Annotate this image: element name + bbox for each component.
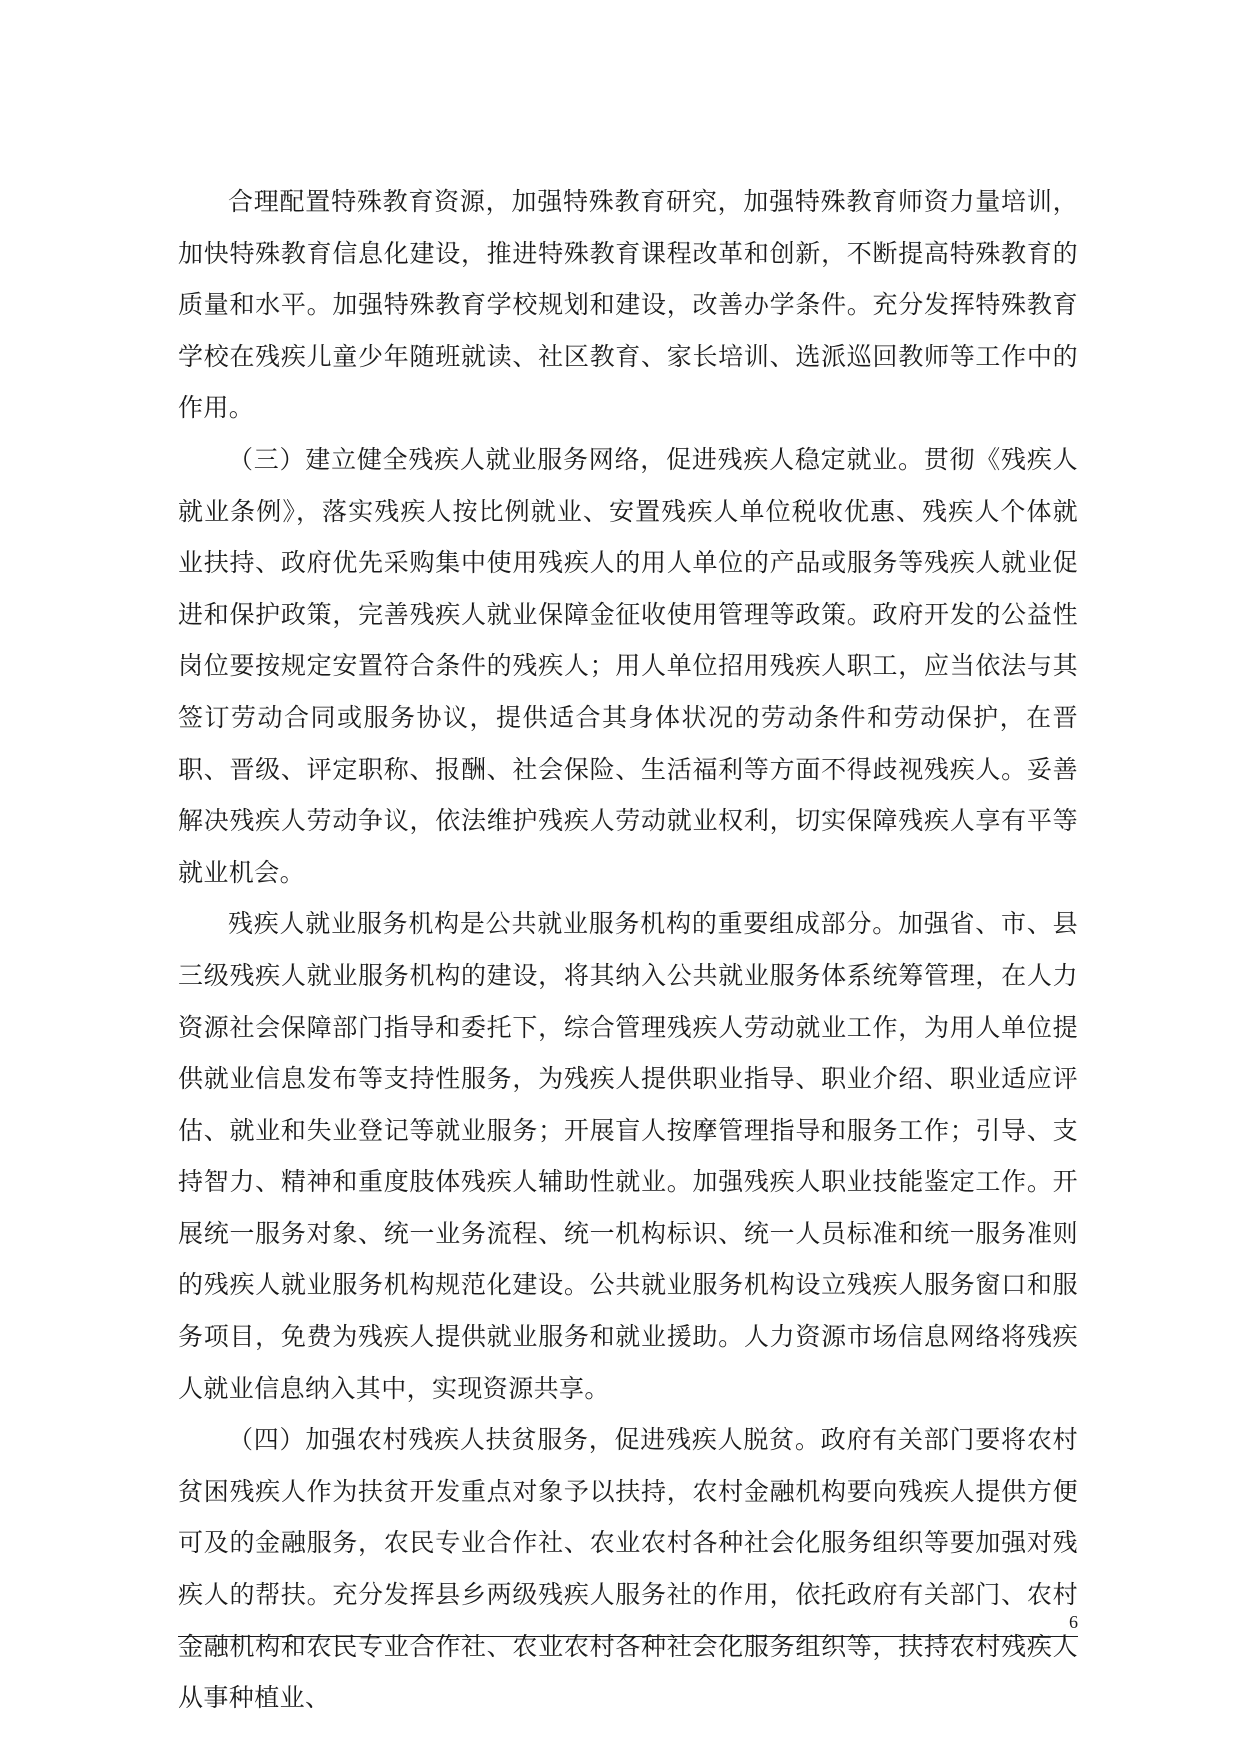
paragraph-special-education: 合理配置特殊教育资源，加强特殊教育研究，加强特殊教育师资力量培训，加快特殊教育信息化建设，推进特殊教育课程改革和创新，不断提高特殊教育的质量和水平。加强特殊教育学校规划和建设，改善办学条件。充分发挥特殊教育学校在残疾儿童少年随班就读、社区教育、家长培训、选派巡回教师等工作中的作用。 (178, 187, 1078, 423)
paragraph-employment-network: （三）建立健全残疾人就业服务网络，促进残疾人稳定就业。贯彻《残疾人就业条例》，落实残疾人按比例就业、安置残疾人单位税收优惠、残疾人个体就业扶持、政府优先采购集中使用残疾人的用人单位的产品或服务等残疾人就业促进和保护政策，完善残疾人就业保障金征收使用管理等政策。政府开发的公益性岗位要按规定安置符合条件的残疾人；用人单位招用残疾人职工，应当依法与其签订劳动合同或服务协议，提供适合其身体状况的劳动条件和劳动保护，在晋职、晋级、评定职称、报酬、社会保险、生活福利等方面不得歧视残疾人。妥善解决残疾人劳动争议，依法维护残疾人劳动就业权利，切实保障残疾人享有平等就业机会。 (178, 444, 1078, 887)
page-number: 6 (1069, 1612, 1078, 1632)
paragraph-rural-poverty-alleviation: （四）加强农村残疾人扶贫服务，促进残疾人脱贫。政府有关部门要将农村贫困残疾人作为扶贫开发重点对象予以扶持，农村金融机构要向残疾人提供方便可及的金融服务，农民专业合作社、农业农村各种社会化服务组织等要加强对残疾人的帮扶。充分发挥县乡两级残疾人服务社的作用，依托政府有关部门、农村金融机构和农民专业合作社、农业农村各种社会化服务组织等，扶持农村残疾人从事种植业、 (178, 1425, 1078, 1713)
footer-divider (178, 1636, 1078, 1637)
paragraph-employment-service-agencies: 残疾人就业服务机构是公共就业服务机构的重要组成部分。加强省、市、县三级残疾人就业服务机构的建设，将其纳入公共就业服务体系统筹管理，在人力资源社会保障部门指导和委托下，综合管理残疾人劳动就业工作，为用人单位提供就业信息发布等支持性服务，为残疾人提供职业指导、职业介绍、职业适应评估、就业和失业登记等就业服务；开展盲人按摩管理指导和服务工作；引导、支持智力、精神和重度肢体残疾人辅助性就业。加强残疾人职业技能鉴定工作。开展统一服务对象、统一业务流程、统一机构标识、统一人员标准和统一服务准则的残疾人就业服务机构规范化建设。公共就业服务机构设立残疾人服务窗口和服务项目，免费为残疾人提供就业服务和就业援助。人力资源市场信息网络将残疾人就业信息纳入其中，实现资源共享。 (178, 909, 1078, 1403)
document-body (178, 176, 1078, 1724)
